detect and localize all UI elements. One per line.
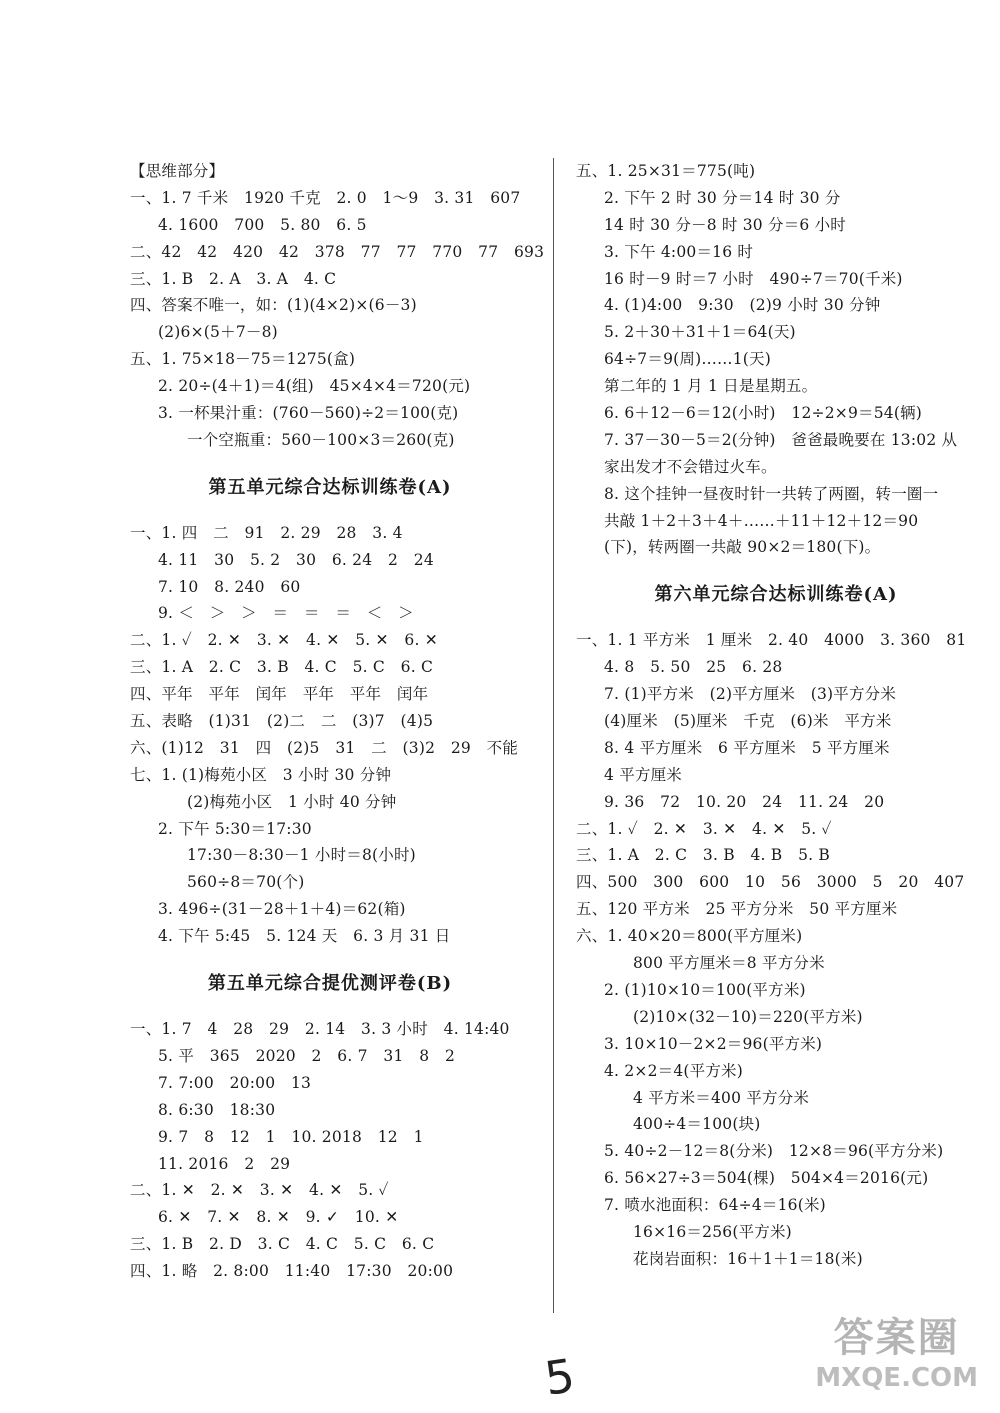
right-column [576, 158, 976, 1273]
left-column [130, 158, 545, 1285]
answer-line: 4. 1600 700 5. 80 6. 5 [158, 215, 367, 234]
answer-line: 4. 下午 5:45 5. 124 天 6. 3 月 31 日 [158, 927, 451, 946]
answer-line: 7. 7:00 20:00 13 [158, 1073, 312, 1092]
answer-line: 7. 37－30－5＝2(分钟) 爸爸最晚要在 13:02 从 [604, 430, 958, 449]
answer-line: 三、1. A 2. C 3. B 4. C 5. C 6. C [130, 658, 434, 677]
answer-line: 六、1. 40×20＝800(平方厘米) [576, 927, 803, 946]
answer-line: 2. 20÷(4＋1)＝4(组) 45×4×4＝720(元) [158, 377, 471, 396]
answer-line: 560÷8＝70(个) [187, 873, 305, 892]
answer-line: (4)厘米 (5)厘米 千克 (6)米 平方米 [604, 712, 892, 731]
answer-line: 4. 2×2＝4(平方米) [604, 1061, 743, 1080]
answer-line: 2. 下午 5:30＝17:30 [158, 819, 312, 838]
answer-line: 一、1. 1 平方米 1 厘米 2. 40 4000 3. 360 81 [576, 631, 967, 650]
answer-line: 三、1. B 2. D 3. C 4. C 5. C 6. C [130, 1235, 435, 1254]
answer-line: 3. 10×10－2×2＝96(平方米) [604, 1034, 823, 1053]
answer-line: 五、120 平方米 25 平方分米 50 平方厘米 [576, 900, 898, 919]
answer-line: 一、1. 7 千米 1920 千克 2. 0 1～9 3. 31 607 [130, 188, 521, 207]
answer-line: 七、1. (1)梅苑小区 3 小时 30 分钟 [130, 765, 392, 784]
answer-line: 7. (1)平方米 (2)平方厘米 (3)平方分米 [604, 685, 897, 704]
answer-line: 6. 6＋12－6＝12(小时) 12÷2×9＝54(辆) [604, 404, 923, 423]
page-number: 5 [541, 1348, 578, 1406]
column-divider [553, 158, 554, 1313]
answer-line: 17:30－8:30－1 小时＝8(小时) [187, 846, 416, 865]
answer-line: 8. 6:30 18:30 [158, 1100, 276, 1119]
section-title: 第六单元综合达标训练卷(A) [654, 584, 898, 606]
answer-line: 六、(1)12 31 四 (2)5 31 二 (3)2 29 不能 [130, 738, 519, 757]
answer-line: 9. ＜ ＞ ＞ ＝ ＝ ＝ ＜ ＞ [158, 604, 414, 623]
answer-line: 花岗岩面积：16＋1＋1＝18(米) [633, 1249, 863, 1268]
answer-line: 3. 496÷(31－28＋1＋4)＝62(箱) [158, 900, 406, 919]
answer-line: (2)梅苑小区 1 小时 40 分钟 [187, 792, 397, 811]
watermark-url: MXQE.COM [815, 1363, 978, 1393]
answer-line: 共敲 1＋2＋3＋4＋……＋11＋12＋12＝90 [604, 511, 919, 530]
answer-line: 二、1. ✓ 2. ✕ 3. ✕ 4. ✕ 5. ✓ [576, 819, 832, 838]
answer-line: 4. 11 30 5. 2 30 6. 24 2 24 [158, 550, 434, 569]
answer-line: 8. 4 平方厘米 6 平方厘米 5 平方厘米 [604, 738, 890, 757]
answer-line: 五、表略 (1)31 (2)二 二 (3)7 (4)5 [130, 712, 434, 731]
answer-line: 16×16＝256(平方米) [633, 1222, 792, 1241]
answer-line: 11. 2016 2 29 [158, 1154, 291, 1173]
answer-line: 【思维部分】 [130, 162, 225, 180]
answer-line: 第二年的 1 月 1 日是星期五。 [604, 377, 818, 396]
answer-line: 五、1. 25×31＝775(吨) [576, 162, 756, 180]
answer-line: 4 平方厘米 [604, 765, 682, 784]
answer-line: 7. 10 8. 240 60 [158, 577, 301, 596]
answer-line: 三、1. A 2. C 3. B 4. B 5. B [576, 846, 831, 865]
answer-line: (下)，转两圈一共敲 90×2＝180(下)。 [604, 538, 881, 557]
watermark [815, 1306, 978, 1393]
answer-line: 3. 下午 4:00＝16 时 [604, 242, 754, 261]
answer-line: 四、500 300 600 10 56 3000 5 20 407 [576, 873, 965, 892]
answer-line: 三、1. B 2. A 3. A 4. C [130, 269, 337, 288]
answer-line: 14 时 30 分－8 时 30 分＝6 小时 [604, 215, 846, 234]
answer-line: 4 平方米＝400 平方分米 [633, 1088, 810, 1107]
answer-line: 二、1. ✕ 2. ✕ 3. ✕ 4. ✕ 5. ✓ [130, 1181, 389, 1200]
answer-line: 家出发才不会错过火车。 [604, 457, 777, 476]
answer-line: 四、答案不唯一，如：(1)(4×2)×(6－3) [130, 296, 417, 315]
watermark-logo-text: 答案圈 [833, 1315, 960, 1361]
answer-line: (2)10×(32－10)＝220(平方米) [633, 1007, 863, 1026]
section-title: 第五单元综合提优测评卷(B) [207, 973, 453, 995]
answer-line: 3. 一杯果汁重：(760－560)÷2＝100(克) [158, 404, 459, 423]
answer-line: 2. (1)10×10＝100(平方米) [604, 980, 806, 999]
answer-line: 一、1. 7 4 28 29 2. 14 3. 3 小时 4. 14:40 [130, 1020, 510, 1039]
answer-line: 9. 36 72 10. 20 24 11. 24 20 [604, 792, 885, 811]
answer-line: 9. 7 8 12 1 10. 2018 12 1 [158, 1127, 424, 1146]
answer-line: 五、1. 75×18－75＝1275(盒) [130, 350, 356, 369]
answer-line: 四、1. 略 2. 8:00 11:40 17:30 20:00 [130, 1262, 454, 1281]
answer-line: 二、42 42 420 42 378 77 77 770 77 693 [130, 242, 545, 261]
answer-line: 4. 8 5. 50 25 6. 28 [604, 658, 783, 677]
answer-line: 800 平方厘米＝8 平方分米 [633, 954, 825, 973]
answer-line: 4. (1)4:00 9:30 (2)9 小时 30 分钟 [604, 296, 881, 315]
answer-line: (2)6×(5＋7－8) [158, 323, 278, 342]
answer-line: 6. ✕ 7. ✕ 8. ✕ 9. ✓ 10. ✕ [158, 1208, 399, 1227]
answer-line: 5. 平 365 2020 2 6. 7 31 8 2 [158, 1046, 456, 1065]
answer-line: 一个空瓶重：560－100×3＝260(克) [187, 430, 455, 449]
answer-line: 64÷7＝9(周)……1(天) [604, 350, 771, 369]
answer-line: 400÷4＝100(块) [633, 1115, 761, 1134]
answer-line: 8. 这个挂钟一昼夜时针一共转了两圈，转一圈一 [604, 484, 939, 503]
answer-line: 7. 喷水池面积：64÷4＝16(米) [604, 1196, 826, 1215]
answer-line: 5. 40÷2－12＝8(分米) 12×8＝96(平方分米) [604, 1142, 944, 1161]
section-title: 第五单元综合达标训练卷(A) [208, 476, 452, 498]
answer-line: 二、1. ✓ 2. ✕ 3. ✕ 4. ✕ 5. ✕ 6. ✕ [130, 631, 438, 650]
answer-line: 一、1. 四 二 91 2. 29 28 3. 4 [130, 523, 403, 542]
answer-line: 四、平年 平年 闰年 平年 平年 闰年 [130, 685, 429, 704]
answer-line: 2. 下午 2 时 30 分＝14 时 30 分 [604, 188, 841, 207]
answer-line: 5. 2＋30＋31＋1＝64(天) [604, 323, 796, 342]
answer-line: 16 时－9 时＝7 小时 490÷7＝70(千米) [604, 269, 903, 288]
answer-line: 6. 56×27÷3＝504(棵) 504×4＝2016(元) [604, 1169, 929, 1188]
